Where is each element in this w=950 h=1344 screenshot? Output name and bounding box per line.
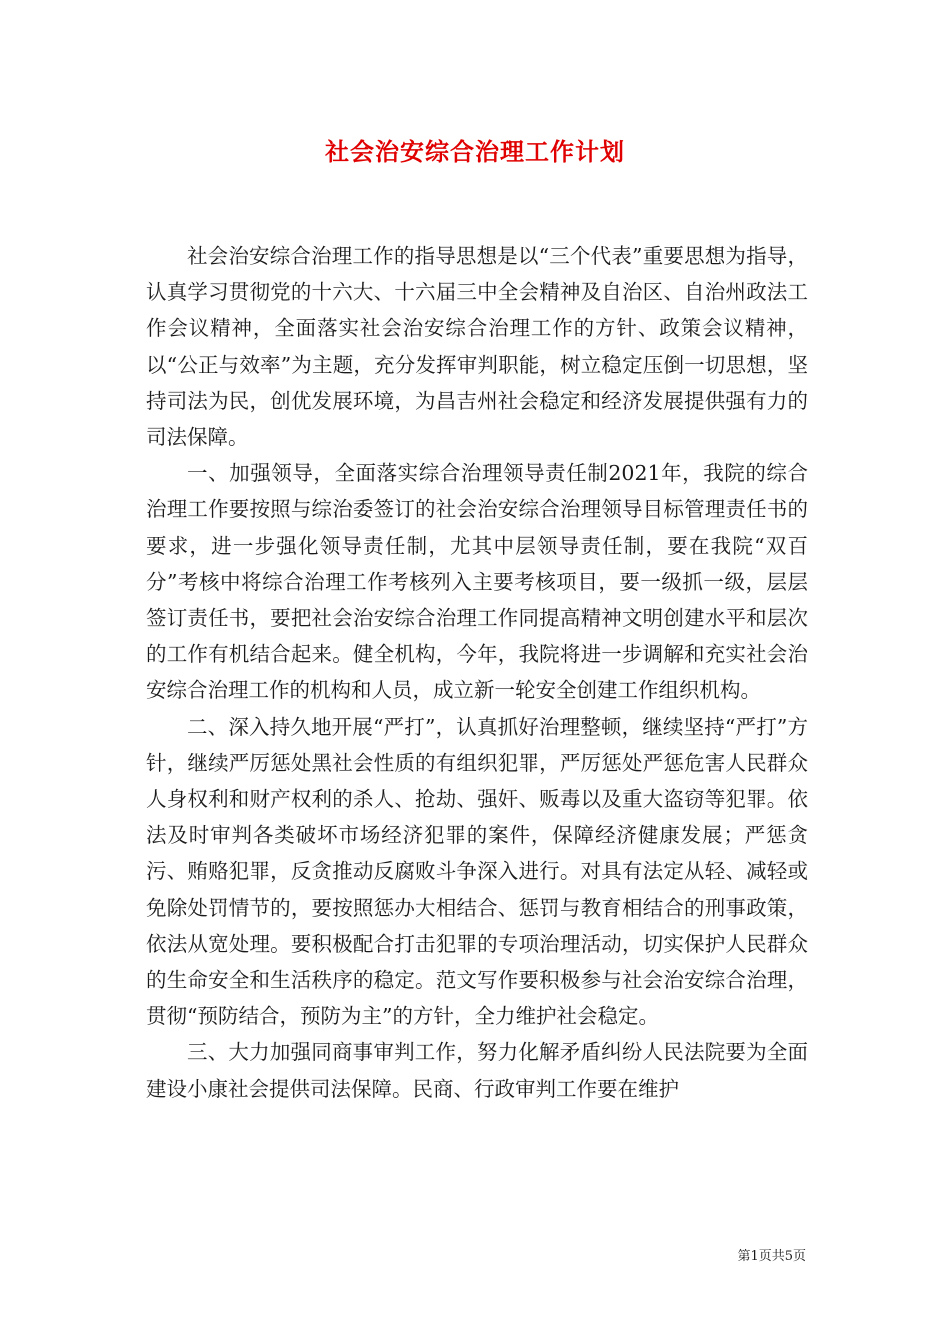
- paragraph-intro: 社会治安综合治理工作的指导思想是以“三个代表”重要思想为指导，认真学习贯彻党的十六大、十六届三中全会精神及自治区、自治州政法工作会议精神，全面落实社会治安综合治理工作的方针、政策会议精神，以“公正与效率”为主题，充分发挥审判职能，树立稳定压倒一切思想，坚持司法为民，创优发展环境，为昌吉州社会稳定和经济发展提供强有力的司法保障。: [146, 244, 808, 450]
- paragraph-section-2: 二、深入持久地开展“严打”，认真抓好治理整顿，继续坚持“严打”方针，继续严厉惩处黑社会性质的有组织犯罪，严厉惩处严惩危害人民群众人身权利和财产权利的杀人、抢劫、强奸、贩毒以及重大盗窃等犯罪。依法及时审判各类破坏市场经济犯罪的案件，保障经济健康发展；严惩贪污、贿赂犯罪，反贪推动反腐败斗争深入进行。对具有法定从轻、减轻或免除处罚情节的，要按照惩办大相结合、惩罚与教育相结合的刑事政策，依法从宽处理。要积极配合打击犯罪的专项治理活动，切实保护人民群众的生命安全和生活秩序的稳定。范文写作要积极参与社会治安综合治理，贯彻“预防结合，预防为主”的方针，全力维护社会稳定。: [146, 714, 808, 1029]
- page-number: 第1页共5页: [737, 1249, 806, 1264]
- document-body: [146, 238, 808, 1107]
- paragraph-section-3: 三、大力加强同商事审判工作，努力化解矛盾纠纷人民法院要为全面建设小康社会提供司法保障。民商、行政审判工作要在维护: [146, 1040, 808, 1101]
- paragraph-section-1: 一、加强领导，全面落实综合治理领导责任制2021年，我院的综合治理工作要按照与综治委签订的社会治安综合治理领导目标管理责任书的要求，进一步强化领导责任制，尤其中层领导责任制，要在我院“双百分”考核中将综合治理工作考核列入主要考核项目，要一级抓一级，层层签订责任书，要把社会治安综合治理工作同提高精神文明创建水平和层次的工作有机结合起来。健全机构，今年，我院将进一步调解和充实社会治安综合治理工作的机构和人员，成立新一轮安全创建工作组织机构。: [146, 461, 808, 703]
- document-title: 社会治安综合治理工作计划: [325, 137, 625, 166]
